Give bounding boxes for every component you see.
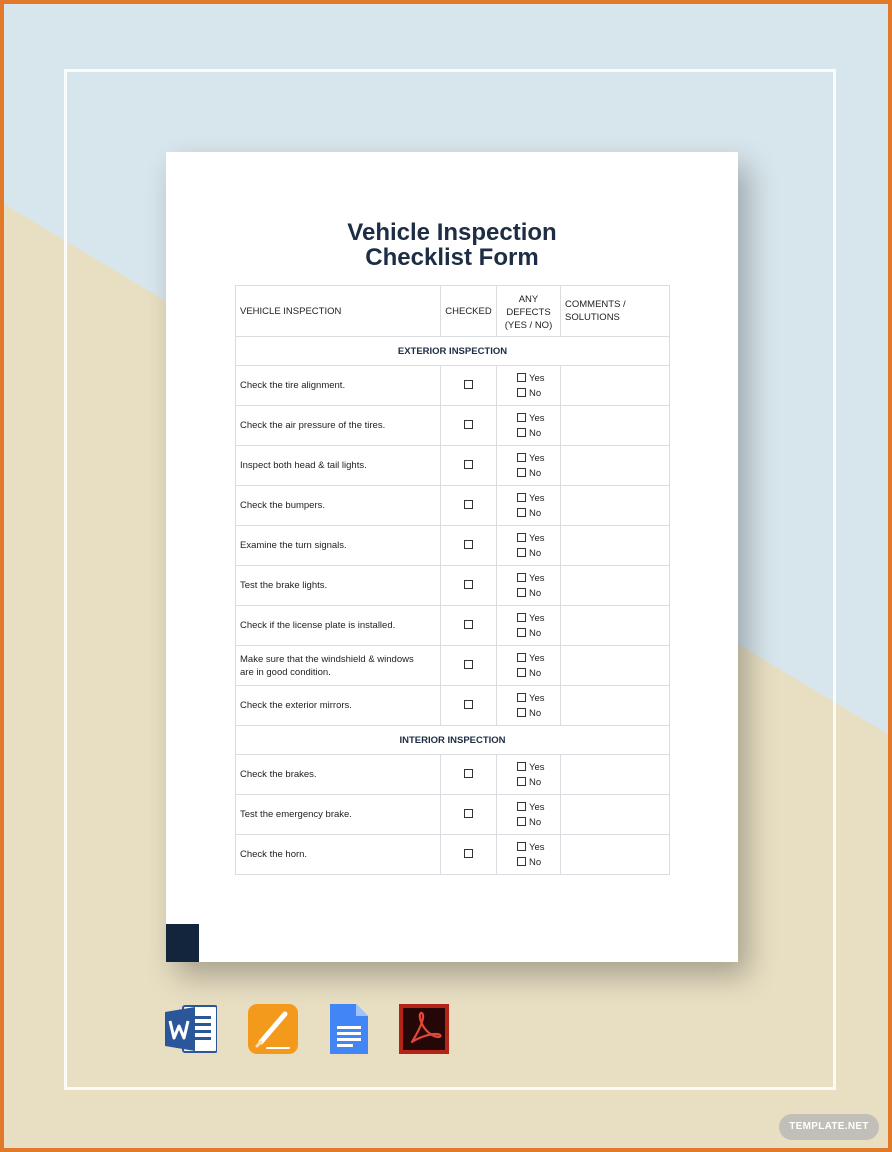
checked-cell <box>441 835 497 875</box>
defect-option-yes[interactable] <box>517 371 556 386</box>
inspection-item-text: Test the emergency brake. <box>240 809 352 820</box>
comments-cell[interactable] <box>561 366 670 406</box>
inspection-item-text: Check the brakes. <box>240 769 317 780</box>
inspection-item-text: Check the exterior mirrors. <box>240 700 352 711</box>
checked-checkbox[interactable] <box>464 769 473 778</box>
defect-option-yes[interactable] <box>517 491 556 506</box>
inspection-item-text: Check the bumpers. <box>240 500 326 511</box>
defect-no-checkbox[interactable] <box>517 548 526 557</box>
checked-cell <box>441 566 497 606</box>
table-row <box>236 366 670 406</box>
defects-cell <box>497 526 561 566</box>
table-row <box>236 526 670 566</box>
defect-option-yes[interactable] <box>517 451 556 466</box>
defect-option-yes[interactable] <box>517 571 556 586</box>
defect-option-no[interactable] <box>517 466 556 481</box>
defect-yes-checkbox[interactable] <box>517 373 526 382</box>
defect-no-checkbox[interactable] <box>517 388 526 397</box>
inspection-item <box>236 486 441 526</box>
inspection-item <box>236 835 441 875</box>
defect-no-label: No <box>529 507 542 519</box>
defect-yes-checkbox[interactable] <box>517 762 526 771</box>
defect-yes-label: Yes <box>529 652 545 664</box>
section-title: INTERIOR INSPECTION <box>236 726 670 755</box>
defect-no-checkbox[interactable] <box>517 628 526 637</box>
inspection-item <box>236 606 441 646</box>
defect-yes-checkbox[interactable] <box>517 573 526 582</box>
header-checked: CHECKED <box>441 286 497 337</box>
acrobat-pdf-icon[interactable] <box>398 1004 450 1054</box>
defects-cell <box>497 686 561 726</box>
defect-yes-checkbox[interactable] <box>517 802 526 811</box>
table-row <box>236 835 670 875</box>
template-net-badge[interactable]: TEMPLATE.NET <box>779 1114 879 1140</box>
inspection-item <box>236 446 441 486</box>
checked-checkbox[interactable] <box>464 700 473 709</box>
defect-yes-checkbox[interactable] <box>517 453 526 462</box>
defect-no-checkbox[interactable] <box>517 777 526 786</box>
comments-cell[interactable] <box>561 606 670 646</box>
defect-no-checkbox[interactable] <box>517 708 526 717</box>
table-row <box>236 646 670 686</box>
defect-no-label: No <box>529 547 542 559</box>
google-docs-icon[interactable] <box>326 1004 378 1054</box>
defect-yes-checkbox[interactable] <box>517 413 526 422</box>
defect-option-yes[interactable] <box>517 411 556 426</box>
inspection-item-text: Check the tire alignment. <box>240 380 346 391</box>
defect-yes-checkbox[interactable] <box>517 842 526 851</box>
defect-yes-label: Yes <box>529 841 545 853</box>
header-defects-line-3: (YES / NO) <box>504 319 553 331</box>
document-page <box>166 152 738 962</box>
checked-checkbox[interactable] <box>464 809 473 818</box>
defects-cell <box>497 606 561 646</box>
inspection-item-text: Inspect both head & tail lights. <box>240 460 367 471</box>
defect-no-label: No <box>529 816 542 828</box>
comments-cell[interactable] <box>561 406 670 446</box>
checked-cell <box>441 646 497 686</box>
defect-no-checkbox[interactable] <box>517 817 526 826</box>
defects-cell <box>497 835 561 875</box>
checked-cell <box>441 526 497 566</box>
defect-option-no[interactable] <box>517 546 556 561</box>
defect-yes-label: Yes <box>529 452 545 464</box>
header-defects-line-1: ANY <box>518 293 539 305</box>
comments-cell[interactable] <box>561 566 670 606</box>
defects-cell <box>497 566 561 606</box>
section-title: EXTERIOR INSPECTION <box>236 337 670 366</box>
header-vehicle-inspection: VEHICLE INSPECTION <box>236 286 441 337</box>
checked-checkbox[interactable] <box>464 460 473 469</box>
comments-cell[interactable] <box>561 646 670 686</box>
table-row <box>236 446 670 486</box>
inspection-item-text: Check the air pressure of the tires. <box>240 420 386 431</box>
defects-cell <box>497 366 561 406</box>
defect-yes-label: Yes <box>529 761 545 773</box>
checklist-table <box>235 285 670 875</box>
checked-checkbox[interactable] <box>464 849 473 858</box>
checked-cell <box>441 366 497 406</box>
comments-cell[interactable] <box>561 486 670 526</box>
defect-no-checkbox[interactable] <box>517 668 526 677</box>
defects-cell <box>497 646 561 686</box>
comments-cell[interactable] <box>561 755 670 795</box>
defect-option-yes[interactable] <box>517 760 556 775</box>
defect-yes-label: Yes <box>529 372 545 384</box>
defect-yes-label: Yes <box>529 692 545 704</box>
word-icon[interactable] <box>165 1004 217 1054</box>
checked-cell <box>441 795 497 835</box>
defects-cell <box>497 406 561 446</box>
defect-option-yes[interactable] <box>517 840 556 855</box>
checked-cell <box>441 486 497 526</box>
header-comments-line-1: COMMENTS / <box>565 299 626 310</box>
defect-yes-label: Yes <box>529 492 545 504</box>
checked-cell <box>441 406 497 446</box>
table-row <box>236 406 670 446</box>
header-comments <box>561 286 670 337</box>
defect-yes-label: Yes <box>529 612 545 624</box>
defect-option-no[interactable] <box>517 386 556 401</box>
checked-checkbox[interactable] <box>464 620 473 629</box>
defect-option-yes[interactable] <box>517 611 556 626</box>
defect-no-checkbox[interactable] <box>517 588 526 597</box>
defect-option-no[interactable] <box>517 815 556 830</box>
checked-checkbox[interactable] <box>464 580 473 589</box>
table-header-row <box>236 286 670 337</box>
defect-no-label: No <box>529 467 542 479</box>
inspection-item <box>236 646 441 686</box>
corner-accent-block <box>166 924 199 962</box>
inspection-item-text: are in good condition. <box>240 666 331 678</box>
defect-option-no[interactable] <box>517 586 556 601</box>
defect-option-no[interactable] <box>517 706 556 721</box>
inspection-item <box>236 686 441 726</box>
title-line-2: Checklist Form <box>365 244 539 271</box>
defect-yes-label: Yes <box>529 801 545 813</box>
defect-yes-checkbox[interactable] <box>517 613 526 622</box>
defects-cell <box>497 486 561 526</box>
table-row <box>236 566 670 606</box>
defect-yes-checkbox[interactable] <box>517 693 526 702</box>
header-comments-line-2: SOLUTIONS <box>565 312 620 323</box>
comments-cell[interactable] <box>561 526 670 566</box>
defect-yes-label: Yes <box>529 532 545 544</box>
checked-checkbox[interactable] <box>464 420 473 429</box>
inspection-item-text: Check the horn. <box>240 849 308 860</box>
defect-no-label: No <box>529 667 542 679</box>
defect-no-label: No <box>529 627 542 639</box>
defect-option-no[interactable] <box>517 506 556 521</box>
defect-no-label: No <box>529 587 542 599</box>
defect-option-no[interactable] <box>517 775 556 790</box>
defect-no-label: No <box>529 856 542 868</box>
defect-yes-checkbox[interactable] <box>517 653 526 662</box>
inspection-item-text: Check if the license plate is installed. <box>240 620 396 631</box>
comments-cell[interactable] <box>561 446 670 486</box>
section-header-exterior-inspection <box>236 337 670 366</box>
document-title <box>166 220 738 270</box>
inspection-item <box>236 755 441 795</box>
defects-cell <box>497 446 561 486</box>
table-row <box>236 795 670 835</box>
checked-checkbox[interactable] <box>464 380 473 389</box>
checked-checkbox[interactable] <box>464 540 473 549</box>
defect-option-no[interactable] <box>517 426 556 441</box>
inspection-item-text: Examine the turn signals. <box>240 540 347 551</box>
title-line-1: Vehicle Inspection <box>347 219 557 246</box>
checked-cell <box>441 755 497 795</box>
defect-option-yes[interactable] <box>517 651 556 666</box>
inspection-item-text: Make sure that the windshield & windows <box>240 653 414 665</box>
table-row <box>236 486 670 526</box>
defect-no-label: No <box>529 707 542 719</box>
defects-cell <box>497 795 561 835</box>
header-any-defects <box>497 286 561 337</box>
defect-option-no[interactable] <box>517 666 556 681</box>
defects-cell <box>497 755 561 795</box>
defect-yes-checkbox[interactable] <box>517 493 526 502</box>
defect-option-no[interactable] <box>517 855 556 870</box>
defect-yes-label: Yes <box>529 412 545 424</box>
inspection-item <box>236 566 441 606</box>
header-defects-line-2: DEFECTS <box>506 306 551 318</box>
table-row <box>236 686 670 726</box>
comments-cell[interactable] <box>561 835 670 875</box>
defect-no-checkbox[interactable] <box>517 508 526 517</box>
defect-option-yes[interactable] <box>517 531 556 546</box>
inspection-item-text: Test the brake lights. <box>240 580 328 591</box>
defect-no-label: No <box>529 427 542 439</box>
defect-no-checkbox[interactable] <box>517 857 526 866</box>
table-row <box>236 755 670 795</box>
section-header-interior-inspection <box>236 726 670 755</box>
inspection-item <box>236 366 441 406</box>
inspection-item <box>236 406 441 446</box>
defect-yes-checkbox[interactable] <box>517 533 526 542</box>
defect-option-yes[interactable] <box>517 691 556 706</box>
defect-no-label: No <box>529 387 542 399</box>
checked-cell <box>441 446 497 486</box>
checked-cell <box>441 686 497 726</box>
checked-checkbox[interactable] <box>464 660 473 669</box>
defect-no-label: No <box>529 776 542 788</box>
inspection-item <box>236 795 441 835</box>
defect-no-checkbox[interactable] <box>517 428 526 437</box>
checked-cell <box>441 606 497 646</box>
pages-icon[interactable] <box>247 1004 299 1054</box>
table-row <box>236 606 670 646</box>
defect-yes-label: Yes <box>529 572 545 584</box>
defect-no-checkbox[interactable] <box>517 468 526 477</box>
comments-cell[interactable] <box>561 795 670 835</box>
comments-cell[interactable] <box>561 686 670 726</box>
checked-checkbox[interactable] <box>464 500 473 509</box>
defect-option-yes[interactable] <box>517 800 556 815</box>
inspection-item <box>236 526 441 566</box>
defect-option-no[interactable] <box>517 626 556 641</box>
